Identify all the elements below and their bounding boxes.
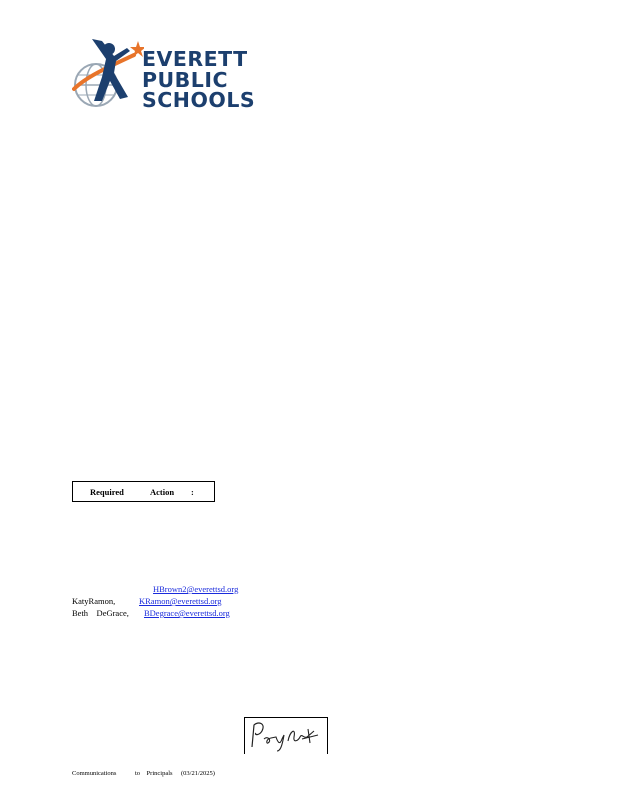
action-label: Action: [150, 487, 175, 497]
footer-to-principals: to Principals: [135, 770, 173, 777]
logo-word-everett: EVERETT: [142, 47, 248, 71]
footer-date: (03/21/2025): [181, 770, 215, 777]
logo-figure-icon: [72, 37, 144, 112]
signature-block: [244, 717, 328, 754]
logo-word-schools: SCHOOLS: [142, 88, 256, 112]
footer-communications: Communications: [72, 770, 117, 777]
email-link-bdegrace[interactable]: BDegrace@everettsd.org: [144, 608, 230, 618]
contact-name-beth-degrace: Beth DeGrace,: [72, 608, 129, 618]
logo-word-public: PUBLIC: [142, 68, 229, 92]
contact-name-katy-ramon: KatyRamon,: [72, 596, 116, 606]
handwritten-signature-icon: [244, 717, 328, 754]
action-colon: :: [191, 487, 194, 497]
required-label: Required: [90, 487, 124, 497]
required-action-box: [72, 481, 215, 502]
everett-public-schools-logo: [72, 37, 256, 112]
email-link-hbrown2[interactable]: HBrown2@everettsd.org: [153, 584, 239, 594]
email-link-kramon[interactable]: KRamon@everettsd.org: [139, 596, 222, 606]
